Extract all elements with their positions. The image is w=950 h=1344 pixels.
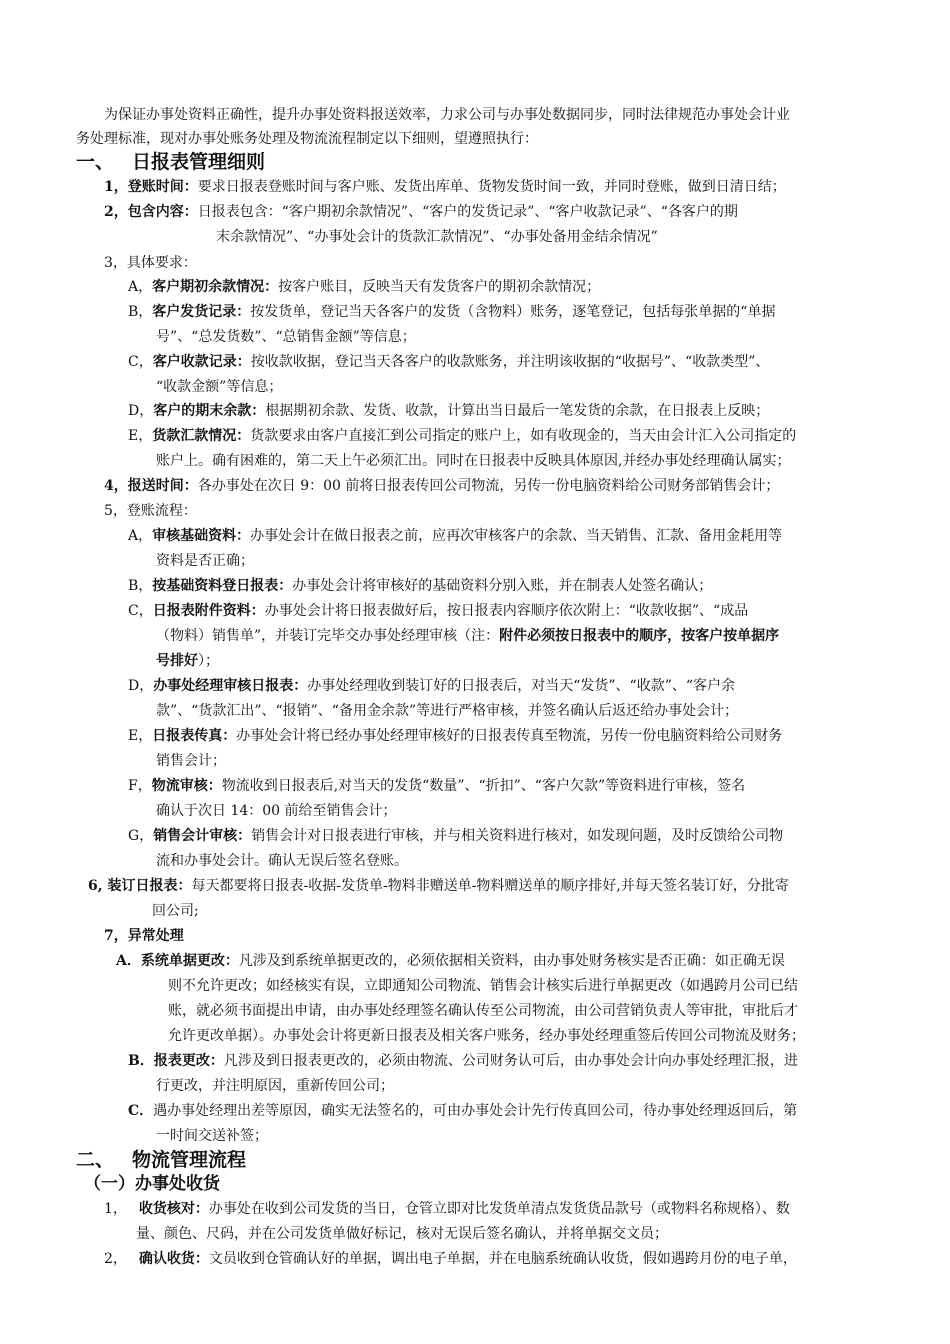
item-5b <box>128 576 712 596</box>
intro-line-2: 务处理标准，现对办事处账务处理及物流流程制定以下细则，望遵照执行： <box>76 131 538 147</box>
item-7a-marker: A． <box>116 953 141 969</box>
item-5c-cont-text: （物料）销售单”，并装订完毕交办事处经理审核（注： <box>156 628 500 644</box>
intro-line-1: 为保证办事处资料正确性，提升办事处资料报送效率，力求公司与办事处数据同步，同时法律规范办事处会计业 <box>104 107 790 123</box>
item-3a-label: 客户期初余款情况： <box>152 279 279 295</box>
s2-item-1-cont: 量、颜色、尺码，并在公司发货单做好标记，核对无误后签名确认，并将单据交文员； <box>136 1226 668 1242</box>
item-5a-label: 审核基础资料： <box>152 528 251 544</box>
item-5f <box>128 776 745 796</box>
section-1-title: 日报表管理细则 <box>132 151 266 173</box>
item-3e-marker: E， <box>128 428 153 444</box>
item-5c-cont2-bold: 号排好 <box>156 653 198 669</box>
item-3 <box>104 253 197 273</box>
item-3c-cont: “收款金额”等信息； <box>156 379 283 395</box>
item-7a-cont-3: 允许更改单据）。办事处会计将更新日报表及相关客户账务，经办事处经理重签后传回公司物流及财务； <box>168 1028 805 1044</box>
item-3-marker: 3， <box>104 255 127 271</box>
s2-item-1 <box>104 1199 790 1219</box>
item-5 <box>104 501 197 521</box>
item-5c-cont2 <box>156 651 219 671</box>
item-5d-cont: 款”、“货款汇出”、“报销”、“备用金余款”等进行严格审核，并签名确认后返还给办事处会计； <box>156 703 739 719</box>
item-5c <box>128 601 748 621</box>
section-2-title: 物流管理流程 <box>132 1149 247 1171</box>
item-5e-text: 办事处会计将已经办事处经理审核好的日报表传真至物流，另传一份电脑资料给公司财务 <box>236 728 783 744</box>
section-1-number: 一、 <box>76 151 115 173</box>
item-3a-marker: A， <box>128 279 153 295</box>
item-3e <box>128 426 796 446</box>
item-3a <box>128 277 600 297</box>
item-5g <box>128 826 783 846</box>
item-5c-cont-bold: 附件必须按日报表中的顺序，按客户按单据序 <box>499 628 780 644</box>
item-6-cont: 回公司; <box>152 903 199 919</box>
item-5a-marker: A， <box>128 528 153 544</box>
item-5e-marker: E， <box>128 728 153 744</box>
item-7c <box>128 1101 797 1121</box>
item-7: 7，异常处理 <box>104 928 184 944</box>
item-7a-cont-1: 则不允许更改；如经核实有误，立即通知公司物流、销售会计核实后进行单据更改（如遇跨月公司已结 <box>168 978 798 994</box>
item-4 <box>104 476 779 496</box>
item-7b-text: 凡涉及到日报表更改的，必须由物流、公司财务认可后，由办事处会计向办事处经理汇报，进 <box>223 1053 798 1069</box>
item-5a-cont: 资料是否正确； <box>156 553 254 569</box>
item-5-text: 登账流程： <box>126 503 197 519</box>
item-1-marker: 1， <box>104 179 128 195</box>
item-7b-marker: B． <box>128 1053 154 1069</box>
item-3e-cont: 账户上。确有困难的，第二天上午必须汇出。同时在日报表中反映具体原因,并经办事处经理确认属实； <box>156 453 791 469</box>
item-7b <box>128 1051 798 1071</box>
item-7b-label: 报表更改： <box>153 1053 224 1069</box>
item-5e-label: 日报表传真： <box>152 728 237 744</box>
item-5f-cont: 确认于次日 14：00 前给至销售会计； <box>156 803 397 819</box>
s2-item-1-text: 办事处在收到公司发货的当日，仓管立即对比发货单清点发货货品款号（或物料名称规格）、数 <box>208 1201 790 1217</box>
item-6-label: 6, 装订日报表： <box>88 878 192 894</box>
item-5d-label: 办事处经理审核日报表： <box>153 678 308 694</box>
subsection-1-title: （一）办事处收货 <box>84 1174 220 1194</box>
s2-item-2 <box>104 1249 797 1269</box>
item-3d-text: 根据期初余款、发货、收款，计算出当日最后一笔发货的余款，在日报表上反映； <box>265 403 770 419</box>
s2-item-1-marker: 1， <box>104 1201 127 1217</box>
item-7a <box>116 951 785 971</box>
item-5c-text: 办事处会计将日报表做好后，按日报表内容顺序依次附上：“收款收据”、“成品 <box>264 603 749 619</box>
item-7c-marker: C． <box>128 1103 154 1119</box>
s2-item-2-label: 确认收货： <box>138 1251 209 1267</box>
item-3b-cont: 号”、“总发货数”、“总销售金额”等信息； <box>156 329 416 345</box>
item-1-label: 登账时间： <box>127 179 198 195</box>
s2-item-2-marker: 2， <box>104 1251 127 1267</box>
item-5a-text: 办事处会计在做日报表之前，应再次审核客户的余款、当天销售、汇款、备用金耗用等 <box>250 528 783 544</box>
item-2-marker: 2， <box>104 204 128 220</box>
item-3b-marker: B， <box>128 304 153 320</box>
item-3b-text: 按发货单，登记当天各客户的发货（含物料）账务，逐笔登记，包括每张单据的“单据 <box>250 304 776 320</box>
item-3d-marker: D， <box>128 403 154 419</box>
item-5g-text: 销售会计对日报表进行审核，并与相关资料进行核对，如发现问题，及时反馈给公司物 <box>251 828 784 844</box>
item-5f-text: 物流收到日报表后,对当天的发货“数量”、“折扣”、“客户欠款”等资料进行审核，签名 <box>221 778 746 794</box>
item-5-marker: 5， <box>104 503 127 519</box>
item-4-text: 各办事处在次日 9：00 前将日报表传回公司物流，另传一份电脑资料给公司财务部销售会计； <box>197 478 780 494</box>
item-2 <box>104 202 738 222</box>
item-5c-marker: C， <box>128 603 153 619</box>
item-3d-label: 客户的期末余款： <box>153 403 266 419</box>
item-5f-label: 物流审核： <box>151 778 222 794</box>
item-6 <box>88 876 789 896</box>
item-3a-text: 按客户账目，反映当天有发货客户的期初余款情况； <box>278 279 601 295</box>
item-5c-label: 日报表附件资料： <box>152 603 265 619</box>
item-4-marker: 4， <box>104 478 128 494</box>
item-2-cont: 末余款情况”、“办事处会计的货款汇款情况”、“办事处备用金结余情况” <box>216 229 658 245</box>
item-7a-cont-2: 账，就必须书面提出申请，由办事处经理签名确认传至公司物流，由公司营销负责人等审批，审批后才 <box>168 1003 798 1019</box>
item-5e <box>128 726 782 746</box>
item-2-label: 包含内容： <box>127 204 198 220</box>
item-5d-marker: D， <box>128 678 154 694</box>
item-5g-marker: G， <box>128 828 154 844</box>
item-5c-cont <box>156 626 779 646</box>
item-5a <box>128 526 782 546</box>
item-5b-marker: B， <box>128 578 153 594</box>
item-7b-cont: 行更改，并注明原因，重新传回公司； <box>156 1078 394 1094</box>
item-7a-text: 凡涉及到系统单据更改的，必须依据相关资料，由办事处财务核实是否正确：如正确无误 <box>238 953 785 969</box>
item-1-text: 要求日报表登账时间与客户账、发货出库单、货物发货时间一致，并同时登账，做到日清日结； <box>197 179 786 195</box>
item-3c-marker: C， <box>128 354 153 370</box>
item-3c-label: 客户收款记录： <box>152 354 251 370</box>
item-5e-cont: 销售会计； <box>156 753 226 769</box>
item-3e-text: 货款要求由客户直接汇到公司指定的账户上，如有收现金的，当天由会计汇入公司指定的 <box>250 428 797 444</box>
item-1 <box>104 177 786 197</box>
item-5b-label: 按基础资料登日报表： <box>152 578 293 594</box>
item-7a-label: 系统单据更改： <box>140 953 239 969</box>
s2-item-1-label: 收货核对： <box>138 1201 209 1217</box>
item-6-text: 每天都要将日报表-收据-发货单-物料非赠送单-物料赠送单的顺序排好,并每天签名装订好，分批寄 <box>191 878 789 894</box>
item-3d <box>128 401 769 421</box>
item-5b-text: 办事处会计将审核好的基础资料分别入账，并在制表人处签名确认； <box>292 578 713 594</box>
item-7c-text: 遇办事处经理出差等原因，确实无法签名的，可由办事处会计先行传真回公司，待办事处经理返回后，第 <box>153 1103 798 1119</box>
item-3-text: 具体要求： <box>126 255 197 271</box>
item-3c-text: 按收款收据，登记当天各客户的收款账务，并注明该收据的“收据号”、“收款类型”、 <box>250 354 770 370</box>
item-5c-cont2-tail: ）； <box>198 653 219 669</box>
item-4-label: 报送时间： <box>127 478 198 494</box>
item-3c <box>128 352 769 372</box>
s2-item-2-text: 文员收到仓管确认好的单据，调出电子单据，并在电脑系统确认收货，假如遇跨月份的电子单， <box>208 1251 797 1267</box>
item-3b-label: 客户发货记录： <box>152 304 251 320</box>
item-5f-marker: F， <box>128 778 152 794</box>
item-7c-cont: 一时间交送补签； <box>156 1128 268 1144</box>
item-3b <box>128 302 775 322</box>
item-5g-cont: 流和办事处会计。确认无误后签名登账。 <box>156 853 408 869</box>
item-3e-label: 货款汇款情况： <box>152 428 251 444</box>
item-5d-text: 办事处经理收到装订好的日报表后，对当天“发货”、“收款”、“客户余 <box>307 678 736 694</box>
item-5d <box>128 676 735 696</box>
item-2-text: 日报表包含：“客户期初余款情况”、“客户的发货记录”、“客户收款记录”、“各客户的期 <box>197 204 738 220</box>
item-5g-label: 销售会计审核： <box>153 828 252 844</box>
section-2-number: 二、 <box>76 1149 115 1171</box>
